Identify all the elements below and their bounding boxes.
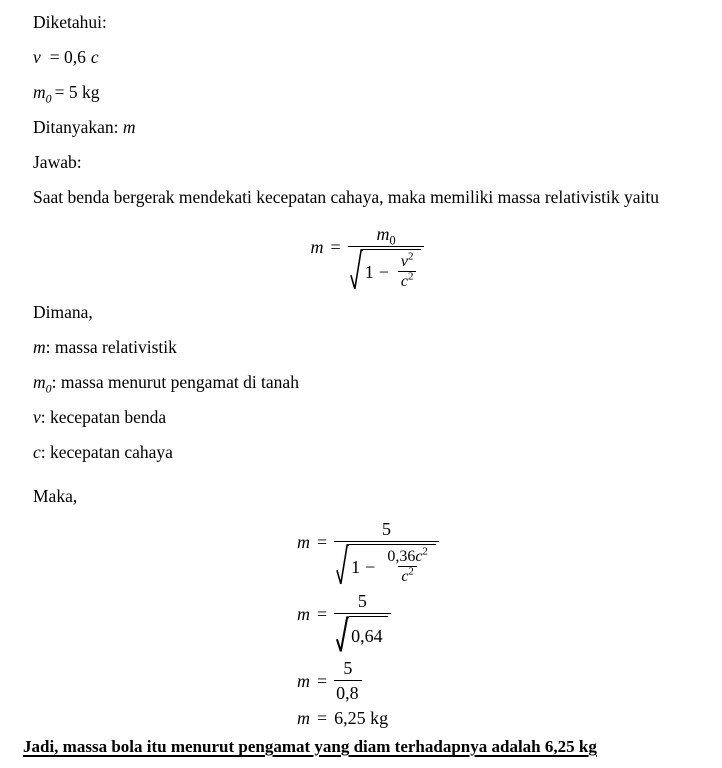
math-symbol: c xyxy=(33,442,41,462)
math-symbol-v: v xyxy=(33,47,41,67)
definition-v xyxy=(33,407,702,428)
step-fraction: 5 1 − $\frac{0,36c^2}{c^2}$ xyxy=(334,517,439,586)
fraction-numerator: $m_0$ xyxy=(376,224,396,248)
definition-text: : massa menurut pengamat di tanah xyxy=(51,372,299,392)
asked-line xyxy=(33,117,702,138)
intro-sentence: Saat benda bergerak mendekati kecepatan cahaya, maka memiliki massa relativistik yaitu xyxy=(33,187,660,207)
calc-step-1 xyxy=(297,517,702,586)
main-fraction xyxy=(348,222,425,291)
step-fraction: $\frac{5}{0,64}$ xyxy=(334,589,391,653)
calc-step-2 xyxy=(297,589,702,653)
square-root xyxy=(350,249,422,291)
asked-symbol: m xyxy=(122,117,136,137)
given-line-v xyxy=(33,47,702,68)
math-symbol-c: c xyxy=(90,47,99,67)
definition-text: : kecepatan benda xyxy=(40,407,167,427)
radicand: 1 − $\frac{0,36c^2}{c^2}$ xyxy=(349,544,436,586)
inner-fraction: $\frac{0,36c^2}{c^2}$ xyxy=(387,545,428,585)
conclusion-text: Jadi, massa bola itu menurut pengamat yang diam terhadapnya adalah 6,25 kg xyxy=(23,737,597,757)
where-label: Dimana, xyxy=(33,302,93,322)
definition-text: : kecepatan cahaya xyxy=(40,442,173,462)
math-symbol: m xyxy=(33,337,46,357)
square-root xyxy=(336,544,436,586)
definition-m0 xyxy=(33,372,702,396)
definition-text: : massa relativistik xyxy=(45,337,177,357)
definition-c xyxy=(33,442,702,463)
step-lhs: m = xyxy=(297,708,328,729)
calc-step-3 xyxy=(297,656,702,703)
radicand: 0,64 xyxy=(349,616,388,653)
step-fraction: $\frac{5}{0,8}$ xyxy=(334,656,362,703)
calculation-block xyxy=(297,517,702,730)
square-root xyxy=(336,616,388,653)
given-label: Diketahui: xyxy=(33,12,107,32)
final-result: 6,25 kg xyxy=(334,708,389,729)
math-symbol: $m_0$ xyxy=(33,372,52,396)
radicand: 1 − $\frac{v^2}{c^2}$ xyxy=(363,249,422,291)
inner-fraction: $\frac{v^2}{c^2}$ xyxy=(398,252,417,291)
radical-sign xyxy=(336,544,349,586)
answer-label: Jawab: xyxy=(33,152,82,172)
then-label: Maka, xyxy=(33,486,78,506)
given-value-v: = 0,6 xyxy=(49,47,86,67)
given-line-m0 xyxy=(33,82,702,106)
math-symbol: v xyxy=(33,407,41,427)
asked-label: Ditanyakan: xyxy=(33,117,119,137)
formula-lhs: m = xyxy=(310,237,341,257)
step-lhs: m = xyxy=(297,604,328,624)
subscript-zero: 0 xyxy=(45,91,52,106)
given-value-m0: = 5 kg xyxy=(54,82,100,102)
relativistic-mass-formula xyxy=(33,222,702,291)
radical-sign xyxy=(336,616,349,653)
step-lhs: m = xyxy=(297,671,328,692)
radical-sign xyxy=(350,249,363,291)
step-lhs: m = xyxy=(297,532,328,552)
definition-m xyxy=(33,337,702,358)
math-symbol-m0: $m_0$ xyxy=(33,82,52,106)
fraction-denominator xyxy=(348,246,425,291)
calc-step-4 xyxy=(297,706,702,730)
subscript-zero: 0 xyxy=(45,381,52,396)
